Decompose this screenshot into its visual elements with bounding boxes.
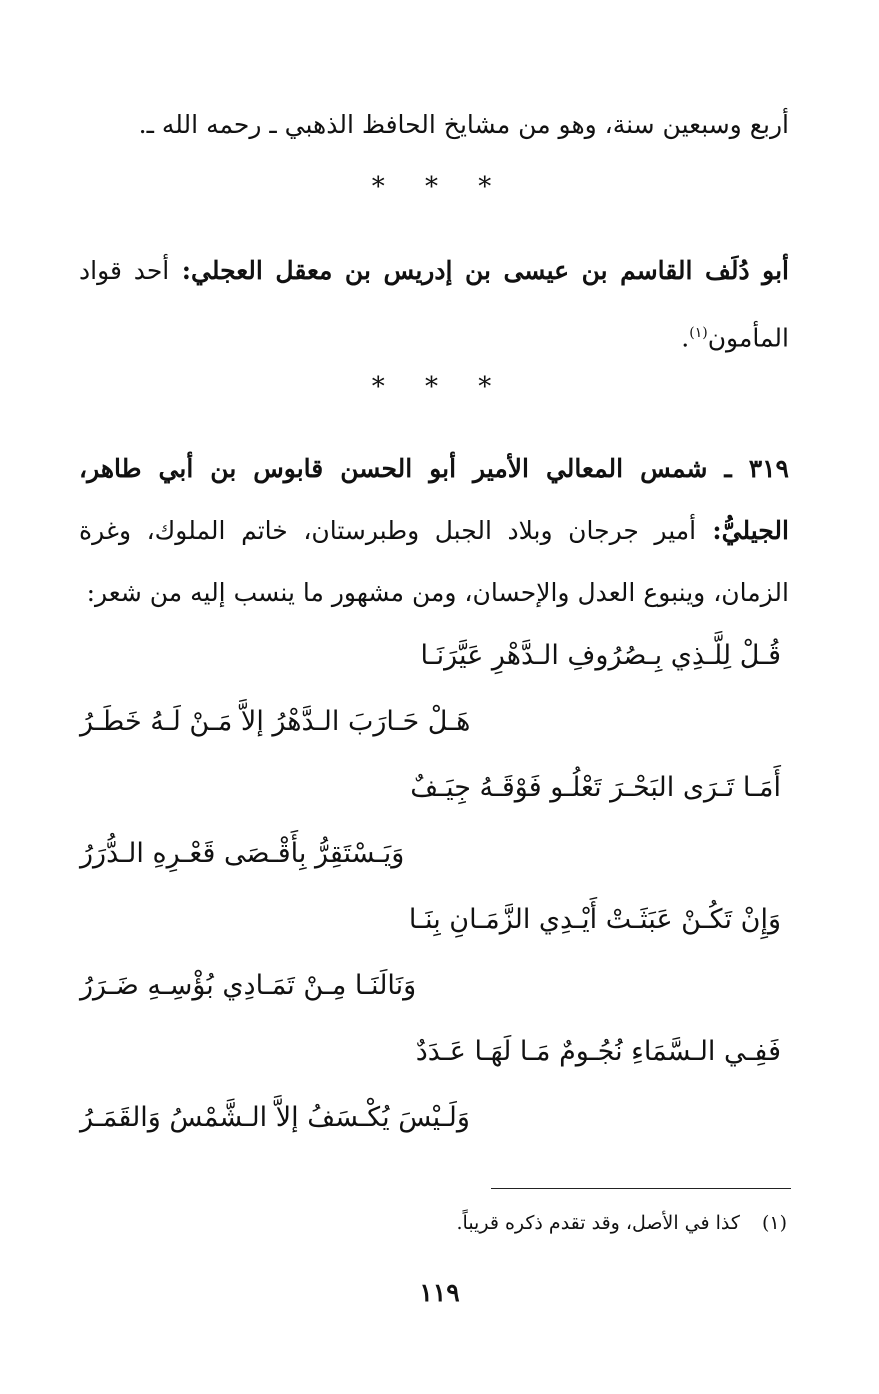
entry-colon: :: [696, 516, 722, 545]
footnote-divider: [491, 1188, 791, 1189]
poem-verse: وَلَـيْسَ يُكْـسَفُ إلاَّ الـشَّمْسُ وَالقَمَـرُ: [80, 1102, 470, 1133]
poem-verse: وَإِنْ تَكُـنْ عَبَثَـتْ أَيْـدِي الزَّمَـانِ بِنَـا: [408, 904, 781, 935]
footnote-number: (١): [761, 1212, 787, 1234]
entry-heading: ٣١٩ ـ شمس المعالي الأمير أبو الحسن قابوس بن أبي طاهر، الجيليُّ: [79, 454, 789, 545]
poem-verse: فَفِـي الـسَّمَاءِ نُجُـومٌ مَـا لَهَـا عَـدَدٌ: [415, 1036, 781, 1067]
entry-text: أحد قواد المأمون: [79, 256, 789, 353]
entry-text: أمير جرجان وبلاد الجبل وطبرستان، خاتم الملوك، وغرة الزمان، وينبوع العدل والإحسان، ومن مشهور ما ينسب إليه من شعر:: [79, 516, 789, 607]
poem-verse: أَمَـا تَـرَى البَحْـرَ تَعْلُـو فَوْقَـهُ جِيَـفٌ: [410, 772, 781, 803]
entry-name: أبو دُلَف القاسم بن عيسى بن إدريس بن معقل العجلي: [190, 256, 789, 285]
section-separator: * * *: [371, 372, 508, 402]
poem-verse: هَـلْ حَـارَبَ الـدَّهْرُ إلاَّ مَـنْ لَـهُ خَطَـرُ: [80, 706, 471, 737]
page-number: ١١٩: [419, 1278, 460, 1307]
footnote: [456, 1212, 787, 1234]
footnote-text: كذا في الأصل، وقد تقدم ذكره قريباً.: [456, 1212, 740, 1234]
entry-colon: :: [169, 256, 191, 285]
footnote-reference[interactable]: (١): [689, 325, 708, 341]
poem-verse: وَنَالَنَـا مِـنْ تَمَـادِي بُؤْسِـهِ ضَـرَرُ: [80, 970, 417, 1001]
entry-abu-dulaf: [79, 240, 789, 369]
poem-verse: قُـلْ لِلَّـذِي بِـصُرُوفِ الـدَّهْرِ عَيَّرَنَـا: [420, 640, 781, 671]
entry-qabus: [79, 438, 789, 624]
entry-period: .: [681, 323, 690, 353]
section-separator: * * *: [371, 172, 508, 202]
poem-verse: وَيَـسْتَقِرُّ بِأَقْـصَى قَعْـرِهِ الـدُّرَرُ: [80, 838, 405, 869]
continuation-line: أربع وسبعين سنة، وهو من مشايخ الحافظ الذهبي ـ رحمه الله ـ.: [138, 110, 789, 139]
